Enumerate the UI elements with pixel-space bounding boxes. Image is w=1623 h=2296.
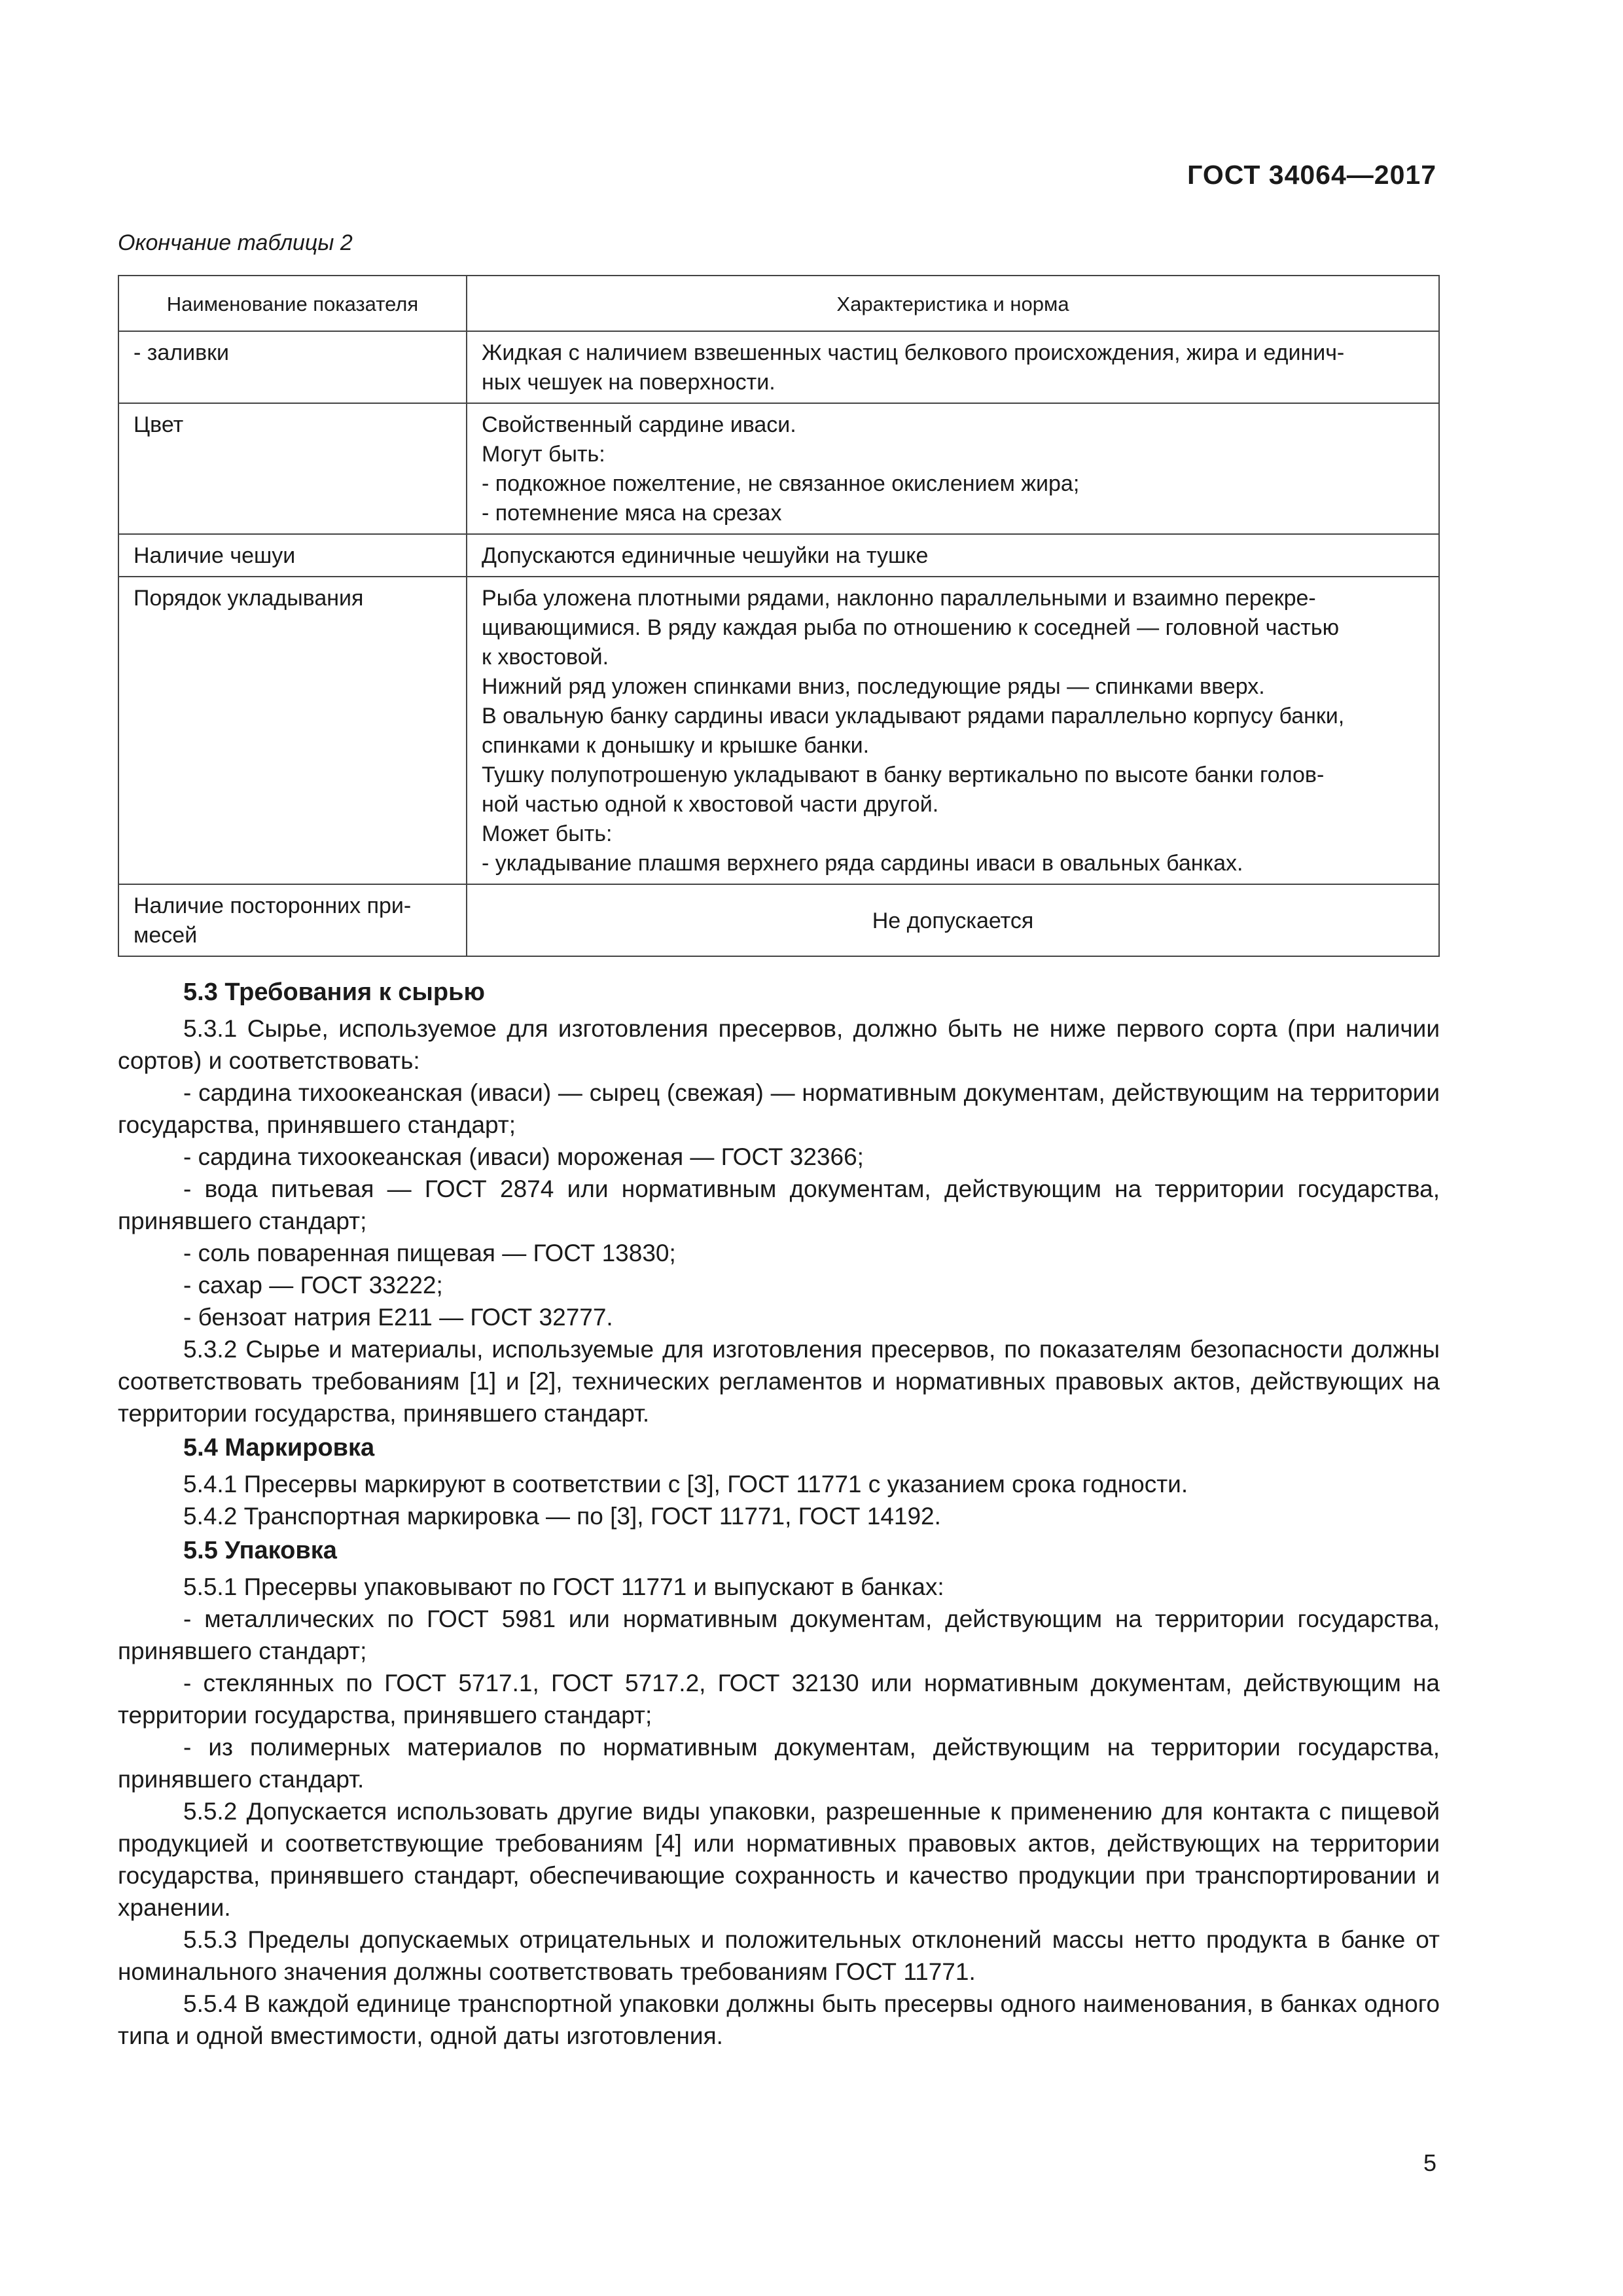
- value-line: Может быть:: [482, 821, 613, 846]
- section-heading: 5.3 Требования к сырью: [183, 978, 485, 1006]
- indicator-value: [467, 577, 1439, 884]
- value-line: Свойственный сардине иваси.: [482, 412, 796, 437]
- value-line: Рыба уложена плотными рядами, наклонно параллельными и взаимно перекре-: [482, 586, 1316, 611]
- value-line: - потемнение мяса на срезах: [482, 501, 782, 526]
- indicator-name: - заливки: [118, 331, 467, 403]
- paragraph: 5.4.1 Пресервы маркируют в соответствии с [3], ГОСТ 11771 с указанием срока годности.: [183, 1471, 1188, 1498]
- page-number: 5: [1423, 2149, 1436, 2176]
- paragraph: 5.5.4 В каждой единице транспортной упаковки должны быть пресервы одного наименования, в банках одного типа и одной вместимости, одной даты изготовления.: [118, 1990, 1440, 2049]
- table-row: [118, 577, 1439, 884]
- column-header: Характеристика и норма: [467, 276, 1439, 331]
- value-line: ных чешуек на поверхности.: [482, 370, 776, 395]
- value-line: - укладывание плашмя верхнего ряда сардины иваси в овальных банках.: [482, 851, 1243, 876]
- value-line: Тушку полупотрошеную укладывают в банку вертикально по высоте банки голов-: [482, 762, 1325, 787]
- table-row: [118, 884, 1439, 956]
- list-item: - сардина тихоокеанская (иваси) мороженая — ГОСТ 32366;: [183, 1143, 864, 1170]
- table-caption: Окончание таблицы 2: [118, 230, 353, 255]
- list-item: - из полимерных материалов по нормативным документам, действующим на территории государства, принявшего стандарт.: [118, 1734, 1440, 1793]
- value-line: - подкожное пожелтение, не связанное окислением жира;: [482, 471, 1080, 496]
- section-heading: 5.4 Маркировка: [183, 1434, 375, 1462]
- list-item: - сахар — ГОСТ 33222;: [183, 1272, 443, 1299]
- value-line: Нижний ряд уложен спинками вниз, последующие ряды — спинками вверх.: [482, 674, 1265, 699]
- list-item: - бензоат натрия Е211 — ГОСТ 32777.: [183, 1304, 613, 1331]
- value-line: Жидкая с наличием взвешенных частиц белкового происхождения, жира и единич-: [482, 340, 1345, 365]
- paragraph: 5.5.1 Пресервы упаковывают по ГОСТ 11771 и выпускают в банках:: [183, 1573, 944, 1600]
- paragraph: 5.5.2 Допускается использовать другие виды упаковки, разрешенные к применению для контакта с пищевой продукцией и соответствующие требованиям [4] или нормативных правовых актов, действующих на территории государства, принявшего стандарт, обеспечивающие сохранность и качество продукции при транспортировании и хранении.: [118, 1798, 1440, 1921]
- value-line: к хвостовой.: [482, 645, 609, 670]
- document-header-title: ГОСТ 34064—2017: [1187, 160, 1436, 190]
- value-line: ной частью одной к хвостовой части другой.: [482, 792, 939, 817]
- paragraph: 5.4.2 Транспортная маркировка — по [3], ГОСТ 11771, ГОСТ 14192.: [183, 1503, 941, 1530]
- indicator-value: [467, 331, 1439, 403]
- value-line: Не допускается: [872, 908, 1034, 933]
- table-row: [118, 534, 1439, 577]
- list-item: - металлических по ГОСТ 5981 или нормативным документам, действующим на территории государства, принявшего стандарт;: [118, 1605, 1440, 1664]
- list-item: - соль поваренная пищевая — ГОСТ 13830;: [183, 1240, 676, 1266]
- section-heading: 5.5 Упаковка: [183, 1537, 337, 1564]
- value-line: В овальную банку сардины иваси укладывают рядами параллельно корпусу банки,: [482, 704, 1345, 728]
- indicator-name: Цвет: [118, 403, 467, 534]
- column-header: Наименование показателя: [118, 276, 467, 331]
- indicator-name: Наличие посторонних при- месей: [118, 884, 467, 956]
- indicator-name: Наличие чешуи: [118, 534, 467, 577]
- value-line: щивающимися. В ряду каждая рыба по отношению к соседней — головной частью: [482, 615, 1340, 640]
- paragraph: 5.3.1 Сырье, используемое для изготовления пресервов, должно быть не ниже первого сорта (при наличии сортов) и соответствовать:: [118, 1015, 1440, 1074]
- list-item: - стеклянных по ГОСТ 5717.1, ГОСТ 5717.2, ГОСТ 32130 или нормативным документам, действующим на территории государства, принявшего стандарт;: [118, 1670, 1440, 1729]
- paragraph: 5.3.2 Сырье и материалы, используемые для изготовления пресервов, по показателям безопасности должны соответствовать требованиям [1] и [2], технических регламентов и нормативных правовых актов, действующих на территории государства, принявшего стандарт.: [118, 1336, 1440, 1427]
- list-item: - сардина тихоокеанская (иваси) — сырец (свежая) — нормативным документам, действующим на территории государства, принявшего стандарт;: [118, 1079, 1440, 1138]
- paragraph: 5.5.3 Пределы допускаемых отрицательных и положительных отклонений массы нетто продукта в банке от номинального значения должны соответствовать требованиям ГОСТ 11771.: [118, 1926, 1440, 1985]
- list-item: - вода питьевая — ГОСТ 2874 или нормативным документам, действующим на территории государства, принявшего стандарт;: [118, 1175, 1440, 1234]
- table-row: [118, 331, 1439, 403]
- indicator-value: [467, 403, 1439, 534]
- characteristics-table: [118, 275, 1440, 957]
- value-line: Допускаются единичные чешуйки на тушке: [482, 543, 929, 568]
- indicator-name: Порядок укладывания: [118, 577, 467, 884]
- document-body: [118, 974, 1440, 2052]
- table-row: [118, 403, 1439, 534]
- value-line: спинками к донышку и крышке банки.: [482, 733, 870, 758]
- value-line: Могут быть:: [482, 442, 605, 467]
- indicator-value: [467, 534, 1439, 577]
- table-header-row: [118, 276, 1439, 331]
- indicator-value: [467, 884, 1439, 956]
